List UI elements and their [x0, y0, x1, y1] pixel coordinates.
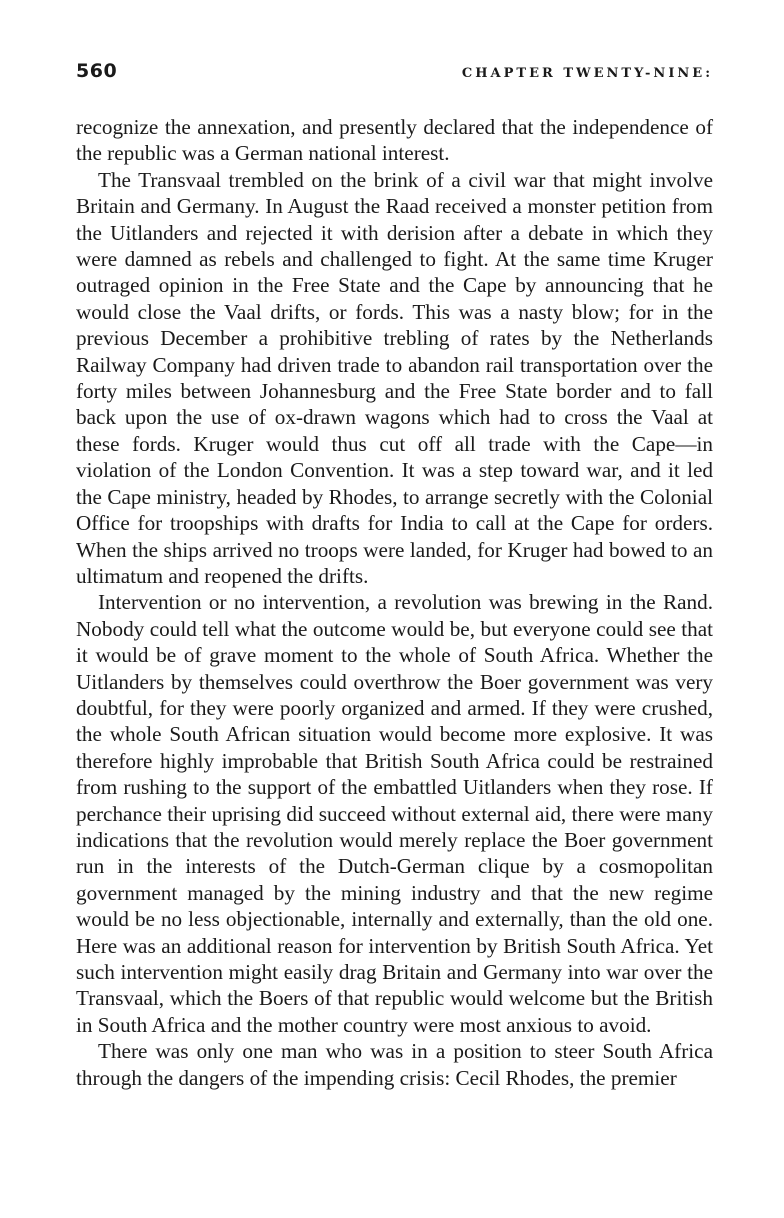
- running-head: CHAPTER TWENTY-NINE:: [461, 66, 713, 81]
- paragraph-2: The Transvaal trembled on the brink of a civil war that might involve Britain and Germany. In August the Raad received a monster petition from the Uitlanders and rejected it with derision after a debate in which they were damned as rebels and challenged to fight. At the same time Kruger outraged opinion in the Free State and the Cape by announcing that he would close the Vaal drifts, or fords. This was a nasty blow; for in the previous December a prohibitive trebling of rates by the Netherlands Railway Company had driven trade to abandon rail transportation over the forty miles between Johannesburg and the Free State border and to fall back upon the use of ox-drawn wagons which had to cross the Vaal at these fords. Kruger would thus cut off all trade with the Cape—in violation of the London Convention. It was a step toward war, and it led the Cape ministry, headed by Rhodes, to arrange secretly with the Colonial Office for troopships with drafts for India to call at the Cape for orders. When the ships arrived no troops were landed, for Kruger had bowed to an ultimatum and reopened the drifts.: [76, 167, 713, 588]
- page-header: [76, 60, 713, 94]
- body-text: [76, 114, 713, 1091]
- page-number: 560: [76, 60, 118, 82]
- paragraph-4: There was only one man who was in a position to steer South Africa through the dangers of the impending crisis: Cecil Rhodes, the premier: [76, 1039, 713, 1090]
- paragraph-1: recognize the annexation, and presently declared that the independence of the republic was a German national interest.: [76, 115, 713, 166]
- paragraph-3: Intervention or no intervention, a revolution was brewing in the Rand. Nobody could tell what the outcome would be, but everyone could see that it would be of grave moment to the whole of South Africa. Whether the Uitlanders by themselves could overthrow the Boer government was very doubtful, for they were poorly organized and armed. If they were crushed, the whole South African situation would become more explosive. It was therefore highly improbable that British South Africa could be restrained from rushing to the support of the embattled Uitlanders when they rose. If perchance their uprising did succeed without external aid, there were many indications that the revolution would merely replace the Boer government run in the interests of the Dutch-German clique by a cosmopolitan government managed by the mining industry and that the new regime would be no less objectionable, internally and externally, than the old one. Here was an additional reason for intervention by British South Africa. Yet such intervention might easily drag Britain and Germany into war over the Transvaal, which the Boers of that republic would welcome but the British in South Africa and the mother country were most anxious to avoid.: [76, 590, 713, 1037]
- book-page: [76, 60, 713, 1091]
